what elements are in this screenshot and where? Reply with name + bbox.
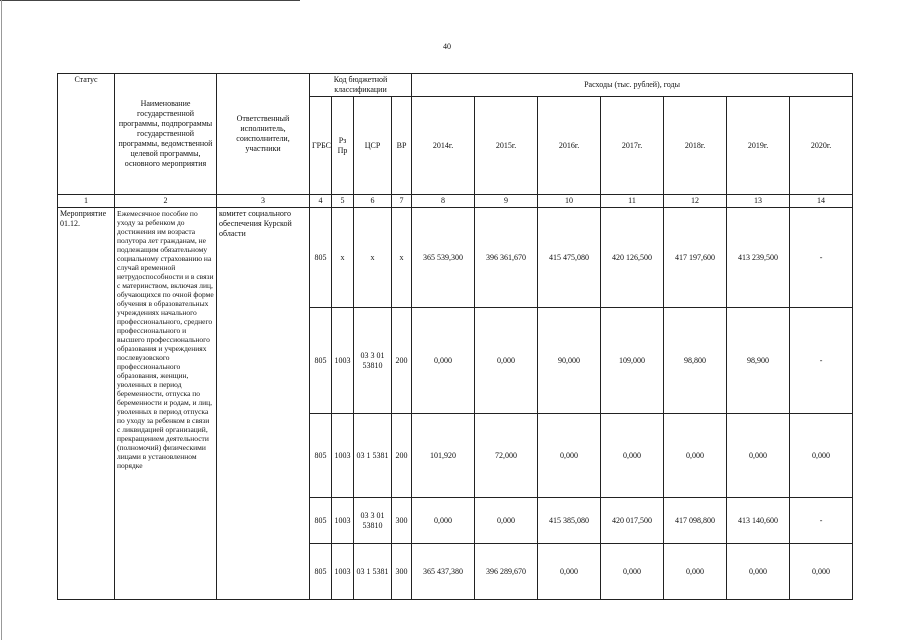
cell-expense-value: 415 475,080 (538, 208, 601, 308)
column-number: 4 (310, 195, 332, 208)
cell-expense-value: 0,000 (664, 414, 727, 498)
cell-expense-value: 417 197,600 (664, 208, 727, 308)
page-number: 40 (443, 42, 451, 51)
cell-expense-value: 0,000 (538, 414, 601, 498)
cell-csr: 03 1 5381 (354, 544, 392, 600)
header-csr: ЦСР (354, 97, 392, 195)
header-pr: Пр (337, 145, 348, 155)
cell-expense-value: - (790, 208, 853, 308)
column-number: 6 (354, 195, 392, 208)
header-rz: Рз (338, 135, 347, 145)
header-vr: ВР (392, 97, 412, 195)
header-year: 2016г. (538, 97, 601, 195)
cell-rz-pr: 1003 (332, 544, 354, 600)
cell-rz-pr: 1003 (332, 414, 354, 498)
column-number: 8 (412, 195, 475, 208)
header-year: 2017г. (601, 97, 664, 195)
header-row-1 (58, 74, 853, 97)
header-year: 2015г. (475, 97, 538, 195)
header-expenses: Расходы (тыс. рублей), годы (412, 74, 853, 97)
cell-expense-value: - (790, 498, 853, 544)
table-body (58, 208, 853, 600)
cell-expense-value: 0,000 (412, 308, 475, 414)
column-number: 13 (727, 195, 790, 208)
header-budget-code: Код бюджетной классификации (310, 74, 412, 97)
cell-vr: x (392, 208, 412, 308)
cell-expense-value: 0,000 (601, 544, 664, 600)
cell-grbs: 805 (310, 414, 332, 498)
header-rz-pr (332, 97, 354, 195)
item-status: Мероприятие 01.12. (58, 208, 115, 600)
table-row (58, 208, 853, 308)
cell-expense-value: 98,900 (727, 308, 790, 414)
cell-expense-value: 109,000 (601, 308, 664, 414)
cell-expense-value: 396 361,670 (475, 208, 538, 308)
cell-expense-value: 0,000 (790, 414, 853, 498)
cell-vr: 200 (392, 308, 412, 414)
header-year: 2020г. (790, 97, 853, 195)
cell-expense-value: 0,000 (790, 544, 853, 600)
column-number: 12 (664, 195, 727, 208)
column-number: 10 (538, 195, 601, 208)
cell-expense-value: 415 385,080 (538, 498, 601, 544)
cell-rz-pr: 1003 (332, 308, 354, 414)
item-name: Ежемесячное пособие по уходу за ребенком до достижения им возраста полутора лет гражданам, не подлежащим обязательному социальному страхованию на случай временной нетрудоспособности и в связи с материнством, включая лиц, обучающихся по очной форме обучения в образовательных учреждениях начального профессионального, среднего профессионального и высшего профессионального образования и учреждениях послевузовского профессионального образования, женщин, уволенных в период беременности, отпуска по беременности и родам, и лиц, уволенных в период отпуска по уходу за ребенком в связи с ликвидацией организаций, прекращением деятельности (полномочий) физическими лицами в установленном порядке (115, 208, 217, 600)
cell-grbs: 805 (310, 544, 332, 600)
column-number: 2 (115, 195, 217, 208)
cell-csr: 03 3 01 53810 (354, 498, 392, 544)
header-year: 2019г. (727, 97, 790, 195)
cell-expense-value: 365 437,380 (412, 544, 475, 600)
header-year: 2014г. (412, 97, 475, 195)
cell-expense-value: 365 539,300 (412, 208, 475, 308)
column-number: 9 (475, 195, 538, 208)
cell-csr: 03 1 5381 (354, 414, 392, 498)
cell-vr: 200 (392, 414, 412, 498)
cell-grbs: 805 (310, 308, 332, 414)
column-number: 7 (392, 195, 412, 208)
header-name: Наименование государственной программы, подпрограммы государственной программы, ведомственной целевой программы, основного мероприятия (115, 74, 217, 195)
cell-expense-value: 90,000 (538, 308, 601, 414)
scan-left-edge (1, 0, 2, 640)
cell-vr: 300 (392, 498, 412, 544)
header-responsible: Ответственный исполнитель, соисполнители, участники (217, 74, 310, 195)
column-number: 3 (217, 195, 310, 208)
cell-expense-value: 0,000 (727, 544, 790, 600)
cell-expense-value: 417 098,800 (664, 498, 727, 544)
cell-expense-value: - (790, 308, 853, 414)
cell-expense-value: 0,000 (727, 414, 790, 498)
header-status: Статус (58, 74, 115, 195)
cell-expense-value: 0,000 (664, 544, 727, 600)
budget-table (57, 73, 853, 600)
header-grbs: ГРБС (310, 97, 332, 195)
cell-expense-value: 98,800 (664, 308, 727, 414)
cell-csr: x (354, 208, 392, 308)
cell-vr: 300 (392, 544, 412, 600)
column-number: 11 (601, 195, 664, 208)
column-number: 5 (332, 195, 354, 208)
cell-expense-value: 0,000 (412, 498, 475, 544)
cell-expense-value: 0,000 (475, 308, 538, 414)
scan-edge-line (0, 0, 300, 1)
cell-expense-value: 101,920 (412, 414, 475, 498)
cell-expense-value: 420 126,500 (601, 208, 664, 308)
cell-expense-value: 0,000 (538, 544, 601, 600)
cell-grbs: 805 (310, 208, 332, 308)
item-responsible: комитет социального обеспечения Курской области (217, 208, 310, 600)
cell-expense-value: 72,000 (475, 414, 538, 498)
cell-expense-value: 413 140,600 (727, 498, 790, 544)
cell-expense-value: 396 289,670 (475, 544, 538, 600)
cell-expense-value: 420 017,500 (601, 498, 664, 544)
header-year: 2018г. (664, 97, 727, 195)
cell-expense-value: 413 239,500 (727, 208, 790, 308)
cell-rz-pr: 1003 (332, 498, 354, 544)
cell-grbs: 805 (310, 498, 332, 544)
cell-expense-value: 0,000 (475, 498, 538, 544)
column-numbers-row (58, 195, 853, 208)
cell-expense-value: 0,000 (601, 414, 664, 498)
column-number: 1 (58, 195, 115, 208)
cell-rz-pr: x (332, 208, 354, 308)
column-number: 14 (790, 195, 853, 208)
cell-csr: 03 3 01 53810 (354, 308, 392, 414)
